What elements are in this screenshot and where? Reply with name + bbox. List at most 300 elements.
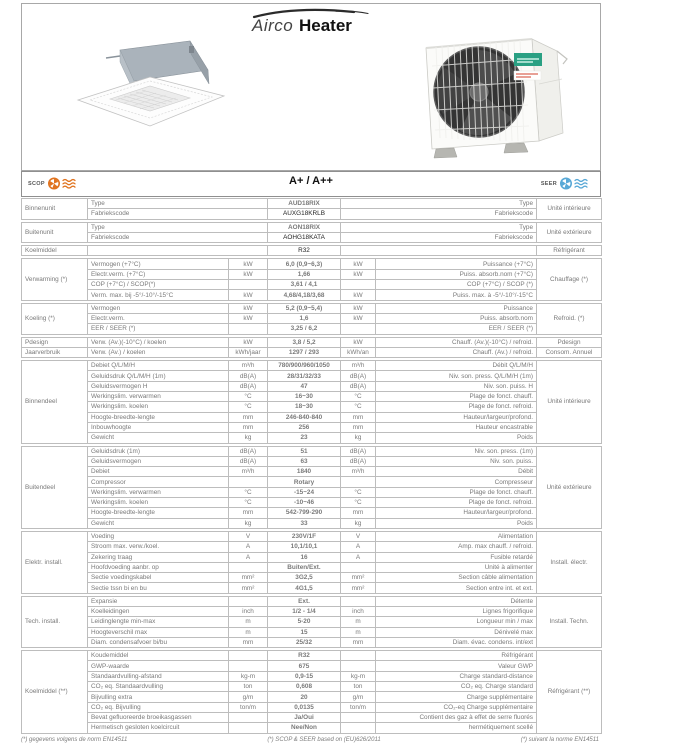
row-label-nl: Sectie voedingskabel: [88, 573, 229, 583]
row-value: 675: [268, 661, 341, 671]
spec-row: [22, 531, 602, 541]
energy-rating-value: A+ / A++: [289, 175, 333, 187]
row-label-fr: Plage de fonct. refroid.: [376, 498, 537, 508]
row-label-fr: Hauteur encastrable: [376, 422, 537, 432]
row-value: 230V/1F: [268, 531, 341, 541]
row-label-fr: Type: [341, 222, 537, 232]
row-label-nl: Koelleidingen: [88, 606, 229, 616]
spec-row: [22, 433, 602, 443]
spec-block-binnendeel: [21, 360, 602, 443]
row-label-nl: Verm. max. bij -5°/-10°/-15°C: [88, 290, 229, 300]
spec-row: [22, 313, 602, 323]
row-unit-nl: [229, 661, 268, 671]
row-label-nl: Voeding: [88, 531, 229, 541]
spec-row: [22, 477, 602, 487]
row-unit-nl: kW: [229, 313, 268, 323]
row-label-nl: Hoogte-breedte-lengte: [88, 412, 229, 422]
spec-row: [22, 392, 602, 402]
row-unit-fr: mm²: [341, 573, 376, 583]
row-label-fr: Charge supplémentaire: [376, 692, 537, 702]
row-label-fr: Niv. son. puiss.: [376, 456, 537, 466]
row-label-nl: [88, 246, 268, 256]
section-label-left: Elektr. install.: [22, 531, 88, 593]
row-label-fr: Compresseur: [376, 477, 537, 487]
row-unit-nl: [229, 651, 268, 661]
row-label-fr: Fabriekscode: [341, 232, 537, 242]
row-label-fr: Hauteur/largeur/profond.: [376, 412, 537, 422]
row-unit-nl: dB(A): [229, 381, 268, 391]
row-label-nl: Electr.verm. (+7°C): [88, 269, 229, 279]
row-unit-nl: m³/h: [229, 467, 268, 477]
spec-block-buitenunit: [21, 222, 602, 244]
row-label-fr: COP (+7°C) / SCOP (*): [376, 280, 537, 290]
section-label-right: Unité extérieure: [537, 446, 602, 528]
row-label-nl: Hoogteverschil max: [88, 627, 229, 637]
row-unit-fr: mm: [341, 422, 376, 432]
row-label-nl: Bevat gefluoreerde broeikasgassen: [88, 712, 229, 722]
row-unit-fr: m³/h: [341, 467, 376, 477]
row-value: 3G2,5: [268, 573, 341, 583]
spec-row: [22, 723, 602, 733]
row-label-nl: COP (+7°C) / SCOP(*): [88, 280, 229, 290]
row-value: AUD18RIX: [268, 199, 341, 209]
row-unit-nl: kW: [229, 290, 268, 300]
spec-row: [22, 606, 602, 616]
spec-row: [22, 280, 602, 290]
row-value: R32: [268, 651, 341, 661]
row-unit-nl: [229, 280, 268, 290]
section-label-right: Consom. Annuel: [537, 347, 602, 357]
footnote-fr: (*) suivant la norme EN14511: [520, 737, 599, 743]
row-label-fr: Unité à alimenter: [376, 562, 537, 572]
row-unit-nl: ton/m: [229, 702, 268, 712]
row-unit-fr: kW: [341, 313, 376, 323]
row-unit-fr: mm: [341, 412, 376, 422]
row-label-fr: Détente: [376, 596, 537, 606]
row-label-fr: Lignes frigorifique: [376, 606, 537, 616]
section-label-left: Verwarming (*): [22, 259, 88, 300]
row-label-fr: Puiss. absorb.nom: [376, 313, 537, 323]
spec-row: [22, 259, 602, 269]
row-value: 1/2 - 1/4: [268, 606, 341, 616]
row-label-nl: Debiet Q/L/M/H: [88, 361, 229, 371]
row-value: AOHG18KATA: [268, 232, 341, 242]
row-value: -10~46: [268, 498, 341, 508]
row-label-fr: hermétiquement scellé: [376, 723, 537, 733]
row-label-nl: Fabriekscode: [88, 209, 268, 219]
row-unit-nl: mm²: [229, 573, 268, 583]
row-unit-fr: m: [341, 617, 376, 627]
row-unit-nl: kWh/jaar: [229, 347, 268, 357]
spec-row: [22, 692, 602, 702]
row-value: 15: [268, 627, 341, 637]
spec-row: [22, 269, 602, 279]
row-label-nl: GWP-waarde: [88, 661, 229, 671]
row-unit-nl: kW: [229, 269, 268, 279]
row-value: 3,8 / 5,2: [268, 337, 341, 347]
row-unit-nl: mm²: [229, 583, 268, 593]
row-unit-nl: mm: [229, 508, 268, 518]
row-value: 4,68/4,18/3,68: [268, 290, 341, 300]
row-label-fr: Longueur min / max: [376, 617, 537, 627]
spec-row: [22, 552, 602, 562]
row-label-nl: Stroom max. verw./koel.: [88, 542, 229, 552]
footnotes: [21, 737, 599, 743]
row-unit-fr: °C: [341, 498, 376, 508]
row-value: 246-840-840: [268, 412, 341, 422]
spec-row: [22, 637, 602, 647]
row-value: 542-799-290: [268, 508, 341, 518]
section-label-right: Réfrigérant (**): [537, 651, 602, 733]
section-label-left: Jaarverbruik: [22, 347, 88, 357]
row-value: 5-20: [268, 617, 341, 627]
spec-row: [22, 422, 602, 432]
row-value: 5,2 (0,9~5,4): [268, 303, 341, 313]
row-label-fr: Section câble alimentation: [376, 573, 537, 583]
row-value: 18~30: [268, 402, 341, 412]
row-value: 6,0 (0,9~6,3): [268, 259, 341, 269]
row-unit-fr: dB(A): [341, 371, 376, 381]
row-value: 1,66: [268, 269, 341, 279]
row-value: Nee/Non: [268, 723, 341, 733]
row-label-nl: Fabriekscode: [88, 232, 268, 242]
spec-tables: [21, 198, 601, 736]
row-unit-fr: [341, 562, 376, 572]
spec-row: [22, 596, 602, 606]
row-label-nl: Bijvulling extra: [88, 692, 229, 702]
spec-block-binnenunit: [21, 198, 602, 220]
logo-heater-text: Heater: [299, 16, 352, 35]
row-unit-fr: kW: [341, 303, 376, 313]
row-label-nl: Expansie: [88, 596, 229, 606]
row-unit-fr: g/m: [341, 692, 376, 702]
row-label-nl: Werkingslim. koelen: [88, 498, 229, 508]
row-label-nl: Hermetisch gesloten koelcircuit: [88, 723, 229, 733]
row-label-nl: Geluidsdruk (1m): [88, 446, 229, 456]
row-label-nl: EER / SEER (*): [88, 324, 229, 334]
spec-row: [22, 712, 602, 722]
row-label-nl: Diam. condensafvoer bi/bu: [88, 637, 229, 647]
row-unit-fr: [341, 661, 376, 671]
spec-row: [22, 682, 602, 692]
row-unit-fr: mm: [341, 508, 376, 518]
spec-row: [22, 661, 602, 671]
row-unit-fr: kW: [341, 290, 376, 300]
spec-row: [22, 412, 602, 422]
row-unit-nl: A: [229, 542, 268, 552]
spec-row: [22, 542, 602, 552]
row-unit-nl: ton: [229, 682, 268, 692]
row-label-nl: Standaardvulling-afstand: [88, 671, 229, 681]
row-value: 780/900/960/1050: [268, 361, 341, 371]
row-label-fr: Puiss. max. à -5°/-10°/-15°C: [376, 290, 537, 300]
row-label-fr: CO₂-eq Charge supplémentaire: [376, 702, 537, 712]
row-unit-nl: inch: [229, 606, 268, 616]
row-unit-nl: [229, 324, 268, 334]
section-label-left: Binnenunit: [22, 199, 88, 220]
row-unit-nl: kg-m: [229, 671, 268, 681]
row-label-fr: Chauff. (Av.)(-10°C) / refroid.: [376, 337, 537, 347]
outdoor-unit-image: [420, 34, 572, 168]
spec-row: [22, 508, 602, 518]
row-unit-nl: [229, 723, 268, 733]
row-unit-nl: kg: [229, 433, 268, 443]
row-label-fr: Plage de fonct. chauff.: [376, 392, 537, 402]
energy-rating-bar: [21, 171, 601, 197]
row-unit-fr: ton/m: [341, 702, 376, 712]
row-label-fr: Valeur GWP: [376, 661, 537, 671]
row-value: 47: [268, 381, 341, 391]
row-unit-fr: [341, 324, 376, 334]
row-label-fr: Puissance: [376, 303, 537, 313]
row-label-fr: Niv. son. press. Q/L/M/H (1m): [376, 371, 537, 381]
row-unit-fr: [341, 712, 376, 722]
row-unit-nl: m³/h: [229, 361, 268, 371]
row-label-fr: Puissance (+7°C): [376, 259, 537, 269]
row-unit-fr: m³/h: [341, 361, 376, 371]
row-unit-nl: [229, 477, 268, 487]
spec-row: [22, 290, 602, 300]
row-unit-nl: °C: [229, 498, 268, 508]
spec-block-koelmiddel-top: [21, 245, 602, 256]
row-value: Buiten/Ext.: [268, 562, 341, 572]
product-image-panel: [21, 3, 601, 171]
row-unit-nl: kW: [229, 259, 268, 269]
indoor-unit-image: [70, 36, 232, 144]
row-label-nl: Geluidsvermogen H: [88, 381, 229, 391]
row-label-fr: Alimentation: [376, 531, 537, 541]
spec-row: [22, 337, 602, 347]
row-label-nl: Werkingslim. verwarmen: [88, 487, 229, 497]
row-value: 1,6: [268, 313, 341, 323]
row-value: 4G1,5: [268, 583, 341, 593]
row-unit-fr: kW: [341, 337, 376, 347]
spec-row: [22, 324, 602, 334]
row-value: 1840: [268, 467, 341, 477]
section-label-left: Koelmiddel: [22, 246, 88, 256]
row-label-nl: Type: [88, 199, 268, 209]
row-label-fr: Diam. évac. condens. int/ext: [376, 637, 537, 647]
spec-block-buitendeel: [21, 446, 602, 529]
row-unit-nl: [229, 712, 268, 722]
section-label-right: Unité intérieure: [537, 199, 602, 220]
spec-row: [22, 562, 602, 572]
spec-block-tech-install: [21, 596, 602, 648]
row-unit-fr: kW: [341, 259, 376, 269]
section-label-left: Koelmiddel (**): [22, 651, 88, 733]
spec-row: [22, 446, 602, 456]
row-label-nl: Electr.verm.: [88, 313, 229, 323]
row-label-nl: Verw. (Av.) / koelen: [88, 347, 229, 357]
row-unit-nl: mm: [229, 412, 268, 422]
row-label-fr: Type: [341, 199, 537, 209]
aircoheater-logo: [236, 8, 386, 36]
row-label-nl: CO₂ eq. Standaardvulling: [88, 682, 229, 692]
row-unit-fr: [341, 596, 376, 606]
row-unit-fr: [341, 723, 376, 733]
row-label-fr: Niv. son. press. (1m): [376, 446, 537, 456]
row-unit-nl: mm: [229, 637, 268, 647]
row-label-fr: EER / SEER (*): [376, 324, 537, 334]
spec-row: [22, 361, 602, 371]
row-label-nl: Hoofdvoeding aanbr. op: [88, 562, 229, 572]
spec-row: [22, 371, 602, 381]
row-unit-nl: kW: [229, 337, 268, 347]
row-unit-nl: m: [229, 627, 268, 637]
row-unit-fr: °C: [341, 402, 376, 412]
row-unit-nl: [229, 562, 268, 572]
row-unit-fr: V: [341, 531, 376, 541]
row-label-fr: Amp. max chauff. / refroid.: [376, 542, 537, 552]
row-unit-nl: dB(A): [229, 456, 268, 466]
row-value: R32: [268, 246, 341, 256]
row-unit-nl: dB(A): [229, 446, 268, 456]
row-label-fr: Chauff. (Av.) / refroid.: [376, 347, 537, 357]
row-label-nl: Debiet: [88, 467, 229, 477]
row-value: 0,608: [268, 682, 341, 692]
row-value: 28/31/32/33: [268, 371, 341, 381]
row-label-nl: Compressor: [88, 477, 229, 487]
section-label-left: Pdesign: [22, 337, 88, 347]
row-value: 3,61 / 4,1: [268, 280, 341, 290]
row-unit-nl: °C: [229, 402, 268, 412]
row-value: Rotary: [268, 477, 341, 487]
row-label-nl: Gewicht: [88, 518, 229, 528]
logo-airco-text: Airco: [252, 16, 294, 35]
row-label-fr: CO₂ eq. Charge standard: [376, 682, 537, 692]
row-label-fr: Débit: [376, 467, 537, 477]
spec-block-koeling: [21, 303, 602, 335]
row-value: 10,1/10,1: [268, 542, 341, 552]
row-unit-fr: kg: [341, 433, 376, 443]
section-label-right: Unité intérieure: [537, 361, 602, 443]
row-label-nl: Werkingslim. verwarmen: [88, 392, 229, 402]
section-label-right: Install. Techn.: [537, 596, 602, 647]
row-label-nl: Leidinglengte min-max: [88, 617, 229, 627]
row-unit-fr: kg-m: [341, 671, 376, 681]
row-unit-nl: V: [229, 531, 268, 541]
row-value: 256: [268, 422, 341, 432]
row-unit-fr: mm: [341, 637, 376, 647]
row-unit-fr: [341, 651, 376, 661]
row-unit-nl: A: [229, 552, 268, 562]
spec-row: [22, 222, 602, 232]
row-label-nl: CO₂ eq. Bijvulling: [88, 702, 229, 712]
row-unit-nl: kg: [229, 518, 268, 528]
spec-block-pdesign-jaarverbruik: [21, 337, 602, 359]
row-unit-nl: dB(A): [229, 371, 268, 381]
row-label-nl: Gewicht: [88, 433, 229, 443]
row-value: 20: [268, 692, 341, 702]
row-label-nl: Vermogen: [88, 303, 229, 313]
spec-row: [22, 518, 602, 528]
row-label-fr: Débit Q/L/M/H: [376, 361, 537, 371]
row-unit-fr: A: [341, 542, 376, 552]
row-unit-fr: kg: [341, 518, 376, 528]
row-value: 51: [268, 446, 341, 456]
row-label-nl: Type: [88, 222, 268, 232]
row-value: 16~30: [268, 392, 341, 402]
row-label-fr: Dénivelé max: [376, 627, 537, 637]
row-label-nl: Geluidsdruk Q/L/M/H (1m): [88, 371, 229, 381]
row-unit-fr: [341, 477, 376, 487]
spec-row: [22, 671, 602, 681]
row-value: 16: [268, 552, 341, 562]
row-value: 0,9-15: [268, 671, 341, 681]
section-label-left: Tech. install.: [22, 596, 88, 647]
row-unit-fr: °C: [341, 487, 376, 497]
row-unit-fr: dB(A): [341, 456, 376, 466]
spec-row: [22, 381, 602, 391]
row-value: AUXG18KRLB: [268, 209, 341, 219]
row-label-nl: Hoogte-breedte-lengte: [88, 508, 229, 518]
section-label-left: Koeling (*): [22, 303, 88, 334]
row-unit-nl: kW: [229, 303, 268, 313]
spec-row: [22, 347, 602, 357]
spec-row: [22, 303, 602, 313]
spec-row: [22, 199, 602, 209]
section-label-right: Unité extérieure: [537, 222, 602, 243]
row-value: AON18RIX: [268, 222, 341, 232]
spec-row: [22, 209, 602, 219]
row-label-fr: Puiss. absorb.nom (+7°C): [376, 269, 537, 279]
spec-row: [22, 487, 602, 497]
row-unit-nl: mm: [229, 422, 268, 432]
row-value: -15~24: [268, 487, 341, 497]
row-label-fr: Poids: [376, 433, 537, 443]
row-value: 25/32: [268, 637, 341, 647]
section-label-left: Buitendeel: [22, 446, 88, 528]
row-label-nl: Verw. (Av.)(-10°C) / koelen: [88, 337, 229, 347]
row-unit-fr: dB(A): [341, 446, 376, 456]
spec-row: [22, 583, 602, 593]
row-unit-fr: mm²: [341, 583, 376, 593]
row-unit-fr: kWh/an: [341, 347, 376, 357]
row-value: 1297 / 293: [268, 347, 341, 357]
row-label-fr: [341, 246, 537, 256]
seer-label: SEER: [540, 180, 557, 187]
spec-row: [22, 232, 602, 242]
row-label-fr: Fabriekscode: [341, 209, 537, 219]
spec-row: [22, 246, 602, 256]
spec-row: [22, 702, 602, 712]
row-unit-fr: A: [341, 552, 376, 562]
row-unit-nl: [229, 596, 268, 606]
row-unit-nl: °C: [229, 487, 268, 497]
spec-row: [22, 456, 602, 466]
footnote-nl: (*) gegevens volgens de norm EN14511: [21, 737, 128, 743]
row-label-nl: Koudemiddel: [88, 651, 229, 661]
spec-row: [22, 617, 602, 627]
row-label-fr: Niv. son. puiss. H: [376, 381, 537, 391]
row-unit-nl: m: [229, 617, 268, 627]
section-label-right: Pdesign: [537, 337, 602, 347]
spec-row: [22, 651, 602, 661]
row-value: Ext.: [268, 596, 341, 606]
row-label-fr: Réfrigérant: [376, 651, 537, 661]
row-label-fr: Hauteur/largeur/profond.: [376, 508, 537, 518]
row-label-fr: Section entre int. et ext.: [376, 583, 537, 593]
row-label-nl: Sectie tssn bi en bu: [88, 583, 229, 593]
row-unit-nl: g/m: [229, 692, 268, 702]
row-unit-fr: [341, 280, 376, 290]
row-unit-fr: dB(A): [341, 381, 376, 391]
row-unit-fr: °C: [341, 392, 376, 402]
row-value: Ja/Oui: [268, 712, 341, 722]
row-value: 33: [268, 518, 341, 528]
section-label-right: Install. électr.: [537, 531, 602, 593]
row-unit-fr: m: [341, 627, 376, 637]
